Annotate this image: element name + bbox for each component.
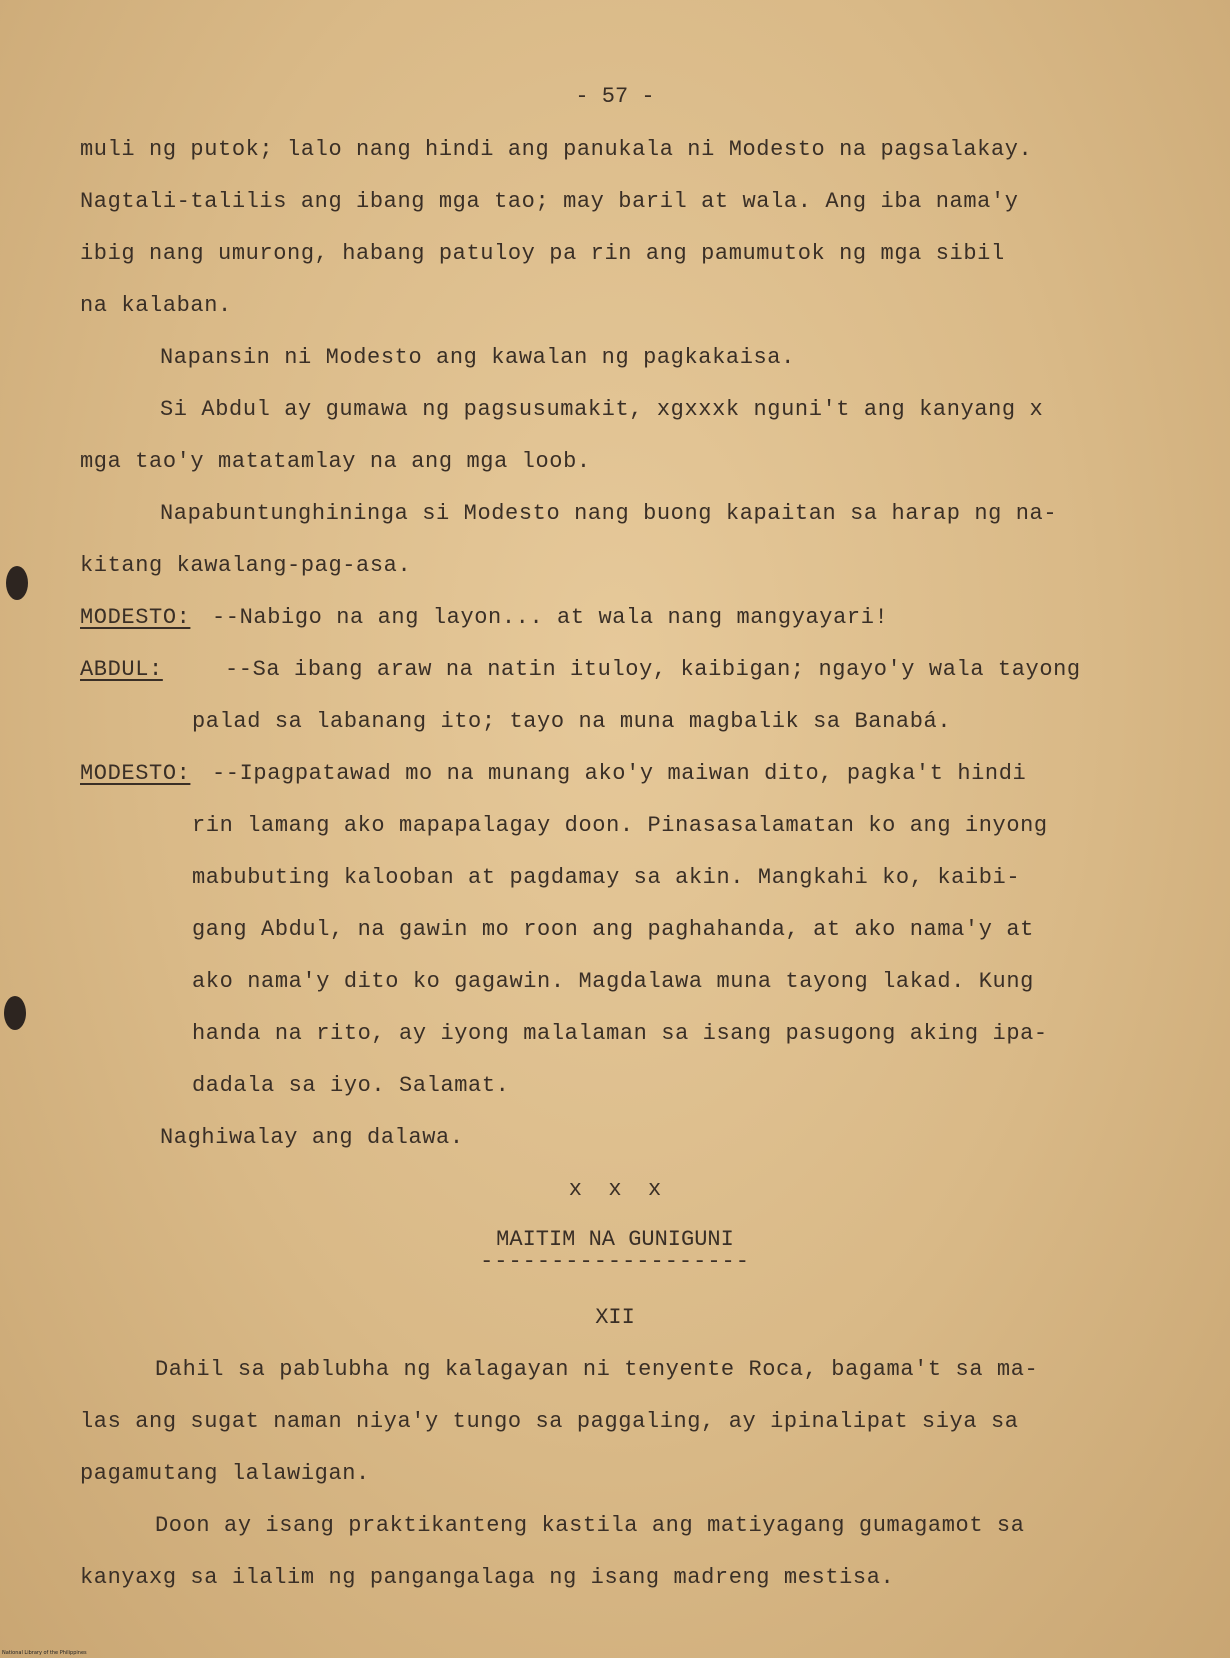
text-line: muli ng putok; lalo nang hindi ang panukala ni Modesto na pagsalakay. (80, 137, 1033, 162)
text-line: Si Abdul ay gumawa ng pagsusumakit, xgxxxk nguni't ang kanyang x (160, 397, 1044, 422)
section-title: MAITIM NA GUNIGUNI (496, 1227, 734, 1252)
dialogue-line: handa na rito, ay iyong malalaman sa isang pasugong aking ipa- (192, 1021, 1048, 1046)
punch-hole (6, 566, 28, 600)
dialogue-line: ako nama'y dito ko gagawin. Magdalawa muna tayong lakad. Kung (192, 969, 1034, 994)
text-line: Napansin ni Modesto ang kawalan ng pagkakaisa. (160, 345, 795, 370)
title-rule: ------------------- (480, 1249, 750, 1274)
speaker-label: MODESTO: (80, 605, 191, 630)
text-line: Nagtali-talilis ang ibang mga tao; may baril at wala. Ang iba nama'y (80, 189, 1019, 214)
punch-hole (4, 996, 26, 1030)
text-line: ibig nang umurong, habang patuloy pa rin ang pamumutok ng mga sibil (80, 241, 1005, 266)
footer-credit: National Library of the Philippines (2, 1650, 87, 1656)
text-line: na kalaban. (80, 293, 232, 318)
text-line: las ang sugat naman niya'y tungo sa paggaling, ay ipinalipat siya sa (80, 1409, 1019, 1434)
speaker-label: ABDUL: (80, 657, 163, 682)
text-line: Doon ay isang praktikanteng kastila ang matiyagang gumagamot sa (155, 1513, 1025, 1538)
text-line: pagamutang lalawigan. (80, 1461, 370, 1486)
dialogue-line: dadala sa iyo. Salamat. (192, 1073, 510, 1098)
text-line: Naghiwalay ang dalawa. (160, 1125, 464, 1150)
text-line: kanyaxg sa ilalim ng pangangalaga ng isang madreng mestisa. (80, 1565, 895, 1590)
text-line: mga tao'y matatamlay na ang mga loob. (80, 449, 591, 474)
chapter-number: XII (595, 1305, 635, 1330)
dialogue-line: --Sa ibang araw na natin ituloy, kaibigan; ngayo'y wala tayong (225, 657, 1081, 682)
text-line: Napabuntunghininga si Modesto nang buong kapaitan sa harap ng na- (160, 501, 1058, 526)
scene-separator: x x x (568, 1177, 662, 1202)
dialogue-line: --Nabigo na ang layon... at wala nang mangyayari! (212, 605, 889, 630)
dialogue-line: rin lamang ako mapapalagay doon. Pinasasalamatan ko ang inyong (192, 813, 1048, 838)
dialogue-line: gang Abdul, na gawin mo roon ang paghahanda, at ako nama'y at (192, 917, 1034, 942)
page-number: - 57 - (575, 84, 655, 109)
dialogue-line: palad sa labanang ito; tayo na muna magbalik sa Banabá. (192, 709, 952, 734)
speaker-label: MODESTO: (80, 761, 191, 786)
dialogue-line: mabubuting kalooban at pagdamay sa akin. Mangkahi ko, kaibi- (192, 865, 1021, 890)
dialogue-line: --Ipagpatawad mo na munang ako'y maiwan dito, pagka't hindi (212, 761, 1027, 786)
text-line: kitang kawalang-pag-asa. (80, 553, 412, 578)
text-line: Dahil sa pablubha ng kalagayan ni tenyente Roca, bagama't sa ma- (155, 1357, 1039, 1382)
